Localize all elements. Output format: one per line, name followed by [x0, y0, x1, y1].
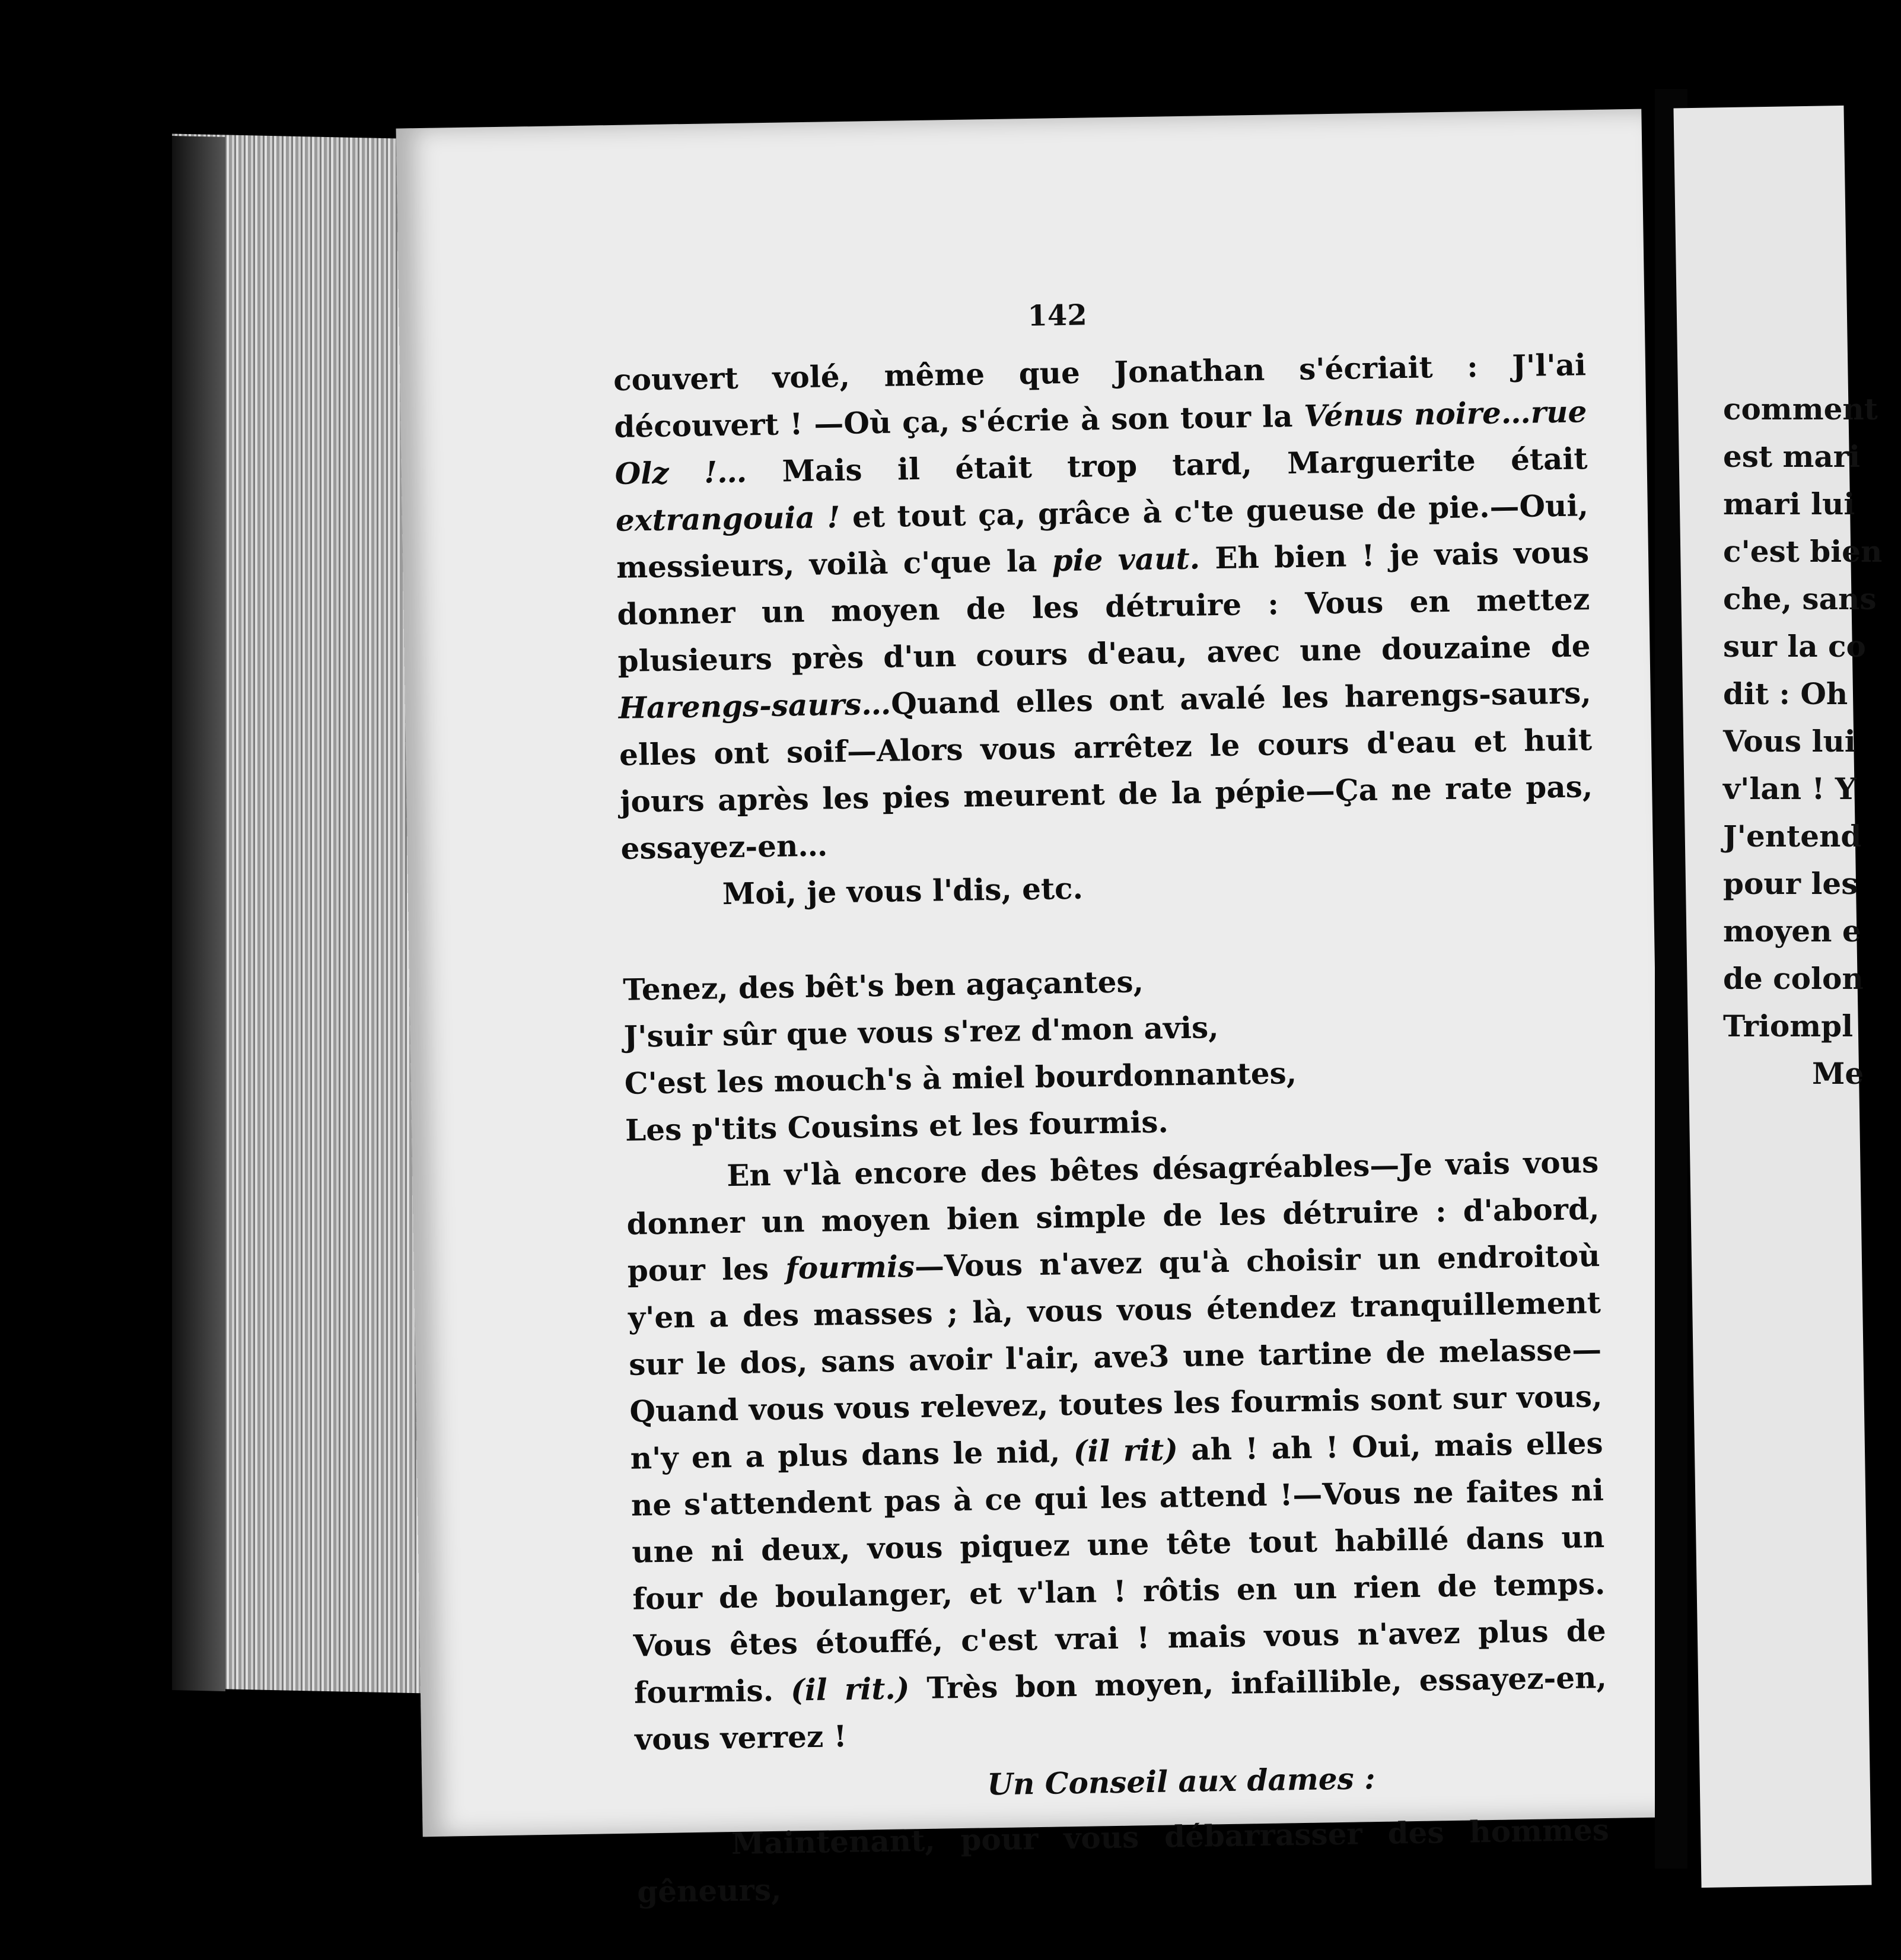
right-line: est mari	[1723, 439, 1861, 474]
right-line: comment	[1723, 392, 1878, 427]
right-line: de colon	[1723, 961, 1864, 996]
right-line: J'entend	[1723, 819, 1862, 854]
right-line: v'lan ! Y	[1723, 771, 1857, 806]
paragraph-1: couvert volé, même que Jonathan s'écriait : J'l'ai découvert ! —Où ça, s'écrie à son tour la Vénus noire…rue Olz !… Mais il était trop tard, Marguerite était extrangouia ! et tout ça, grâce à c'te gueuse de pie.—Oui, messieurs, voilà c'que la pie vaut. Eh bien ! je vais vous donner un moyen de les détruire : Vous en mettez plusieurs près d'un cours d'eau, avec une douzaine de Harengs-saurs…Quand elles ont avalé les harengs-saurs, elles ont soif—Alors vous arrêtez le cours d'eau et huit jours après les pies meurent de la pépie—Ça ne rate pas, essayez-en…	[613, 347, 1593, 866]
right-line: mari lui	[1723, 486, 1855, 521]
right-line: moyen e	[1723, 914, 1861, 949]
page-edges-shadow	[172, 136, 225, 1691]
right-line: Vous lui	[1723, 724, 1856, 759]
last-line: Maintenant, pour vous débarrasser des hommes gêneurs,	[636, 1812, 1610, 1910]
verse-line: Tenez, des bêt's ben agaçantes,	[622, 964, 1144, 1007]
right-line: sur la co	[1723, 629, 1866, 664]
section-heading: Un Conseil aux dames :	[986, 1761, 1375, 1802]
right-line: Triompl	[1723, 1008, 1854, 1043]
page-number: 142	[1027, 298, 1088, 333]
refrain: Moi, je vous l'dis, etc.	[722, 870, 1084, 912]
page-body	[613, 341, 1610, 1915]
verse-line: J'suir sûr que vous s'rez d'mon avis,	[623, 1010, 1219, 1054]
right-line: Me	[1812, 1056, 1864, 1091]
book-page	[396, 109, 1668, 1910]
verse-line: Les p'tits Cousins et les fourmis.	[625, 1104, 1169, 1148]
verse-line: C'est les mouch's à miel bourdonnantes,	[624, 1055, 1297, 1101]
right-line: che, sans	[1723, 581, 1877, 616]
right-line: c'est bien	[1723, 534, 1883, 569]
right-page-text	[1723, 386, 1901, 1097]
paragraph-2: En v'là encore des bêtes désagréables—Je vais vous donner un moyen bien simple de les détruire : d'abord, pour les fourmis—Vous n'avez qu'à choisir un endroitoù y'en a des masses ; là, vous vous étendez tranquillement sur le dos, sans avoir l'air, ave3 une tartine de melasse—Quand vous vous relevez, toutes les fourmis sont sur vous, n'y en a plus dans le nid, (il rit) ah ! ah ! Oui, mais elles ne s'attendent pas à ce qui les attend !—Vous ne faites ni une ni deux, vous piquez une tête tout habillé dans un four de boulanger, et v'lan ! rôtis en un rien de temps. Vous êtes étouffé, c'est vrai ! mais vous n'avez plus de fourmis. (il rit.) Très bon moyen, infaillible, essayez-en, vous verrez !	[626, 1144, 1607, 1757]
right-line: dit : Oh	[1723, 676, 1848, 711]
right-line: pour les	[1723, 866, 1858, 901]
